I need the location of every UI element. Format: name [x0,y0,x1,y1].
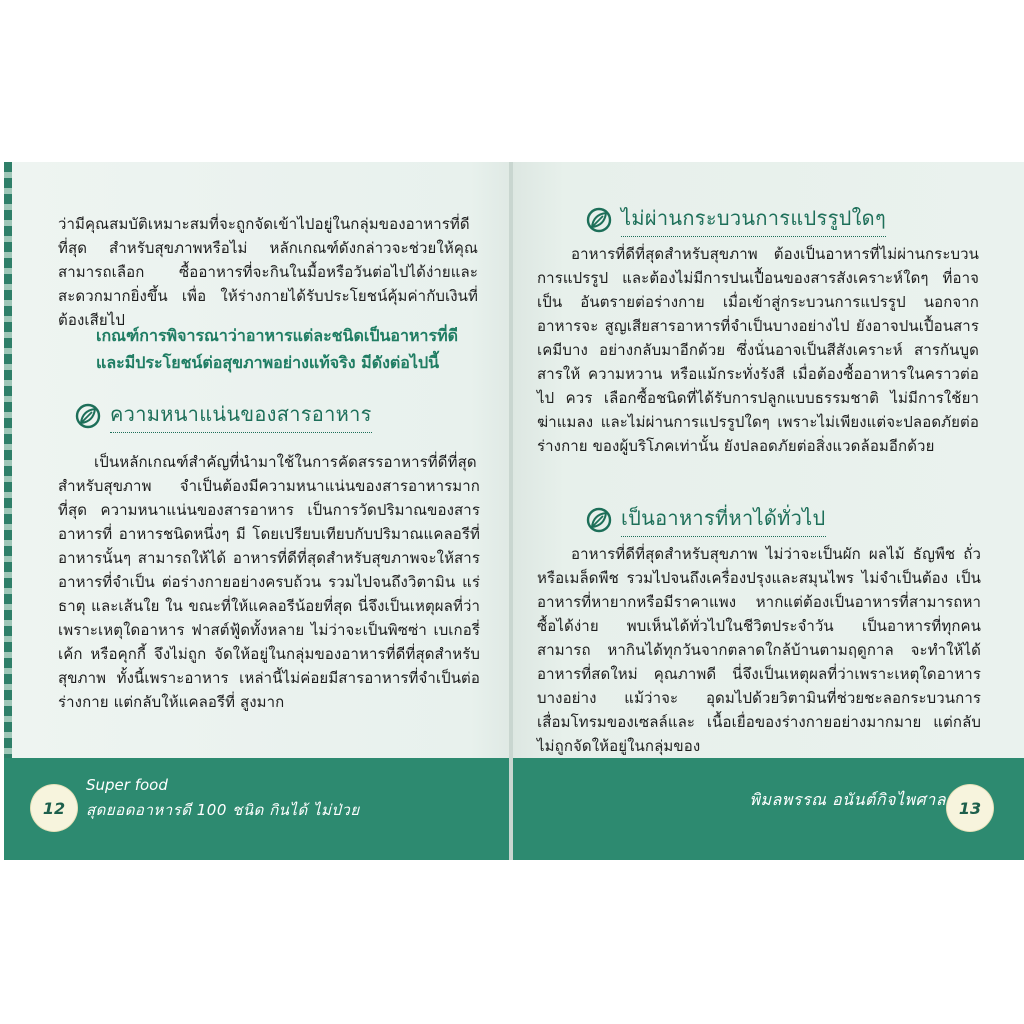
left-page [4,162,511,860]
left-footer [4,758,511,860]
author-name: พิมลพรรณ อนันต์กิจไพศาล [749,790,946,809]
leaf-circle-icon [585,506,613,534]
page-edge-strip [4,162,12,860]
right-paragraph-2: อาหารที่ดีที่สุดสำหรับสุขภาพ ไม่ว่าจะเป็นผัก ผลไม้ ธัญพืช ถั่ว หรือเมล็ดพืช รวมไปจนถึงเครื่องปรุงและสมุนไพร ไม่จำเป็นต้อง เป็นอาหารที่หายากหรือมีราคาแพง หากแต่ต้องเป็นอาหารที่สามารถหา ซื้อได้ง่าย พบเห็นได้ทั่วไปในชีวิตประจำวัน เป็นอาหารที่ทุกคนสามารถ หากินได้ทุกวันจากตลาดใกล้บ้านตามฤดูกาล จะทำให้ได้อาหารที่สดใหม่ คุณภาพดี นี่จึงเป็นเหตุผลที่ว่าเพราะเหตุใดอาหารบางอย่าง แม้ว่าจะ อุดมไปด้วยวิตามินที่ช่วยชะลอกระบวนการเสื่อมโทรมของเซลล์และ เนื้อเยื่อของร่างกายอย่างมากมาย แต่กลับไม่ถูกจัดให้อยู่ในกลุ่มของ [537,545,981,755]
section-heading-text: ความหนาแน่นของสารอาหาร [110,398,372,433]
section-heading-unprocessed [585,202,886,237]
section-heading-text: เป็นอาหารที่หาได้ทั่วไป [621,502,826,537]
book-title: Super food [86,776,168,794]
left-paragraph-1: ว่ามีคุณสมบัติเหมาะสมที่จะถูกจัดเข้าไปอยู่ในกลุ่มของอาหารที่ดีที่สุด สำหรับสุขภาพหรือไม่ หลักเกณฑ์ดังกล่าวจะช่วยให้คุณสามารถเลือก ซื้ออาหารที่จะกินในมื้อหรือวันต่อไปได้ง่ายและสะดวกมากยิ่งขึ้น เพื่อ ให้ร่างกายได้รับประโยชน์คุ้มค่ากับเงินที่ต้องเสียไป [58,215,478,329]
right-paragraph-1: อาหารที่ดีที่สุดสำหรับสุขภาพ ต้องเป็นอาหารที่ไม่ผ่านกระบวน การแปรรูป และต้องไม่มีการปนเปื้อนของสารสังเคราะห์ใดๆ ที่อาจเป็น อันตรายต่อร่างกาย เมื่อเข้าสู่กระบวนการแปรรูป นอกจากอาหารจะ สูญเสียสารอาหารที่จำเป็นบางอย่างไป ยังอาจปนเปื้อนสารเคมีบาง อย่างกลับมาอีกด้วย ซึ่งนั่นอาจเป็นสีสังเคราะห์ สารกันบูด สารให้ ความหวาน หรือแม้กระทั่งรังสี เมื่อต้องซื้ออาหารในคราวต่อไป ควร เลือกซื้อชนิดที่ได้รับการปลูกแบบธรรมชาติ ไม่มีการใช้ยาฆ่าแมลง และไม่ผ่านการแปรรูปใดๆ เพราะไม่เพียงแต่จะปลอดภัยต่อร่างกาย ของผู้บริโภคเท่านั้น ยังปลอดภัยต่อสิ่งแวดล้อมอีกด้วย [537,245,979,455]
criteria-lead: เกณฑ์การพิจารณาว่าอาหารแต่ละชนิดเป็นอาหารที่ดี และมีประโยชน์ต่อสุขภาพอย่างแท้จริง มีดังต่อไปนี้ [96,326,459,372]
right-page [513,162,1024,860]
right-footer [513,758,1024,860]
section-heading-nutrient-density [74,398,372,433]
page-number: 13 [950,788,990,828]
section-heading-available [585,502,826,537]
leaf-circle-icon [585,206,613,234]
section-heading-text: ไม่ผ่านกระบวนการแปรรูปใดๆ [621,202,886,237]
book-spread [4,162,1024,860]
book-subtitle: สุดยอดอาหารดี 100 ชนิด กินได้ ไม่ป่วย [86,801,360,819]
left-paragraph-2: เป็นหลักเกณฑ์สำคัญที่นำมาใช้ในการคัดสรรอาหารที่ดีที่สุด สำหรับสุขภาพ จำเป็นต้องมีความหนาแน่นของสารอาหารมากที่สุด ความหนาแน่นของสารอาหาร เป็นการวัดปริมาณของสารอาหารที่ อาหารชนิดหนึ่งๆ มี โดยเปรียบเทียบกับปริมาณแคลอรีที่อาหารนั้นๆ สามารถให้ได้ อาหารที่ดีที่สุดสำหรับสุขภาพจะให้สารอาหารที่จำเป็น ต่อร่างกายอย่างครบถ้วน รวมไปจนถึงวิตามิน แร่ธาตุ และเส้นใย ใน ขณะที่ให้แคลอรีน้อยที่สุด นี่จึงเป็นเหตุผลที่ว่าเพราะเหตุใดอาหาร ฟาสต์ฟู้ดทั้งหลาย ไม่ว่าจะเป็นพิซซ่า เบเกอรี่ เค้ก หรือคุกกี้ จึงไม่ถูก จัดให้อยู่ในกลุ่มของอาหารที่ดีที่สุดสำหรับสุขภาพ ทั้งนี้เพราะอาหาร เหล่านี้ไม่ค่อยมีสารอาหารที่จำเป็นต่อร่างกาย แต่กลับให้แคลอรีที่ สูงมาก [58,453,480,711]
page-number: 12 [34,788,74,828]
leaf-circle-icon [74,402,102,430]
